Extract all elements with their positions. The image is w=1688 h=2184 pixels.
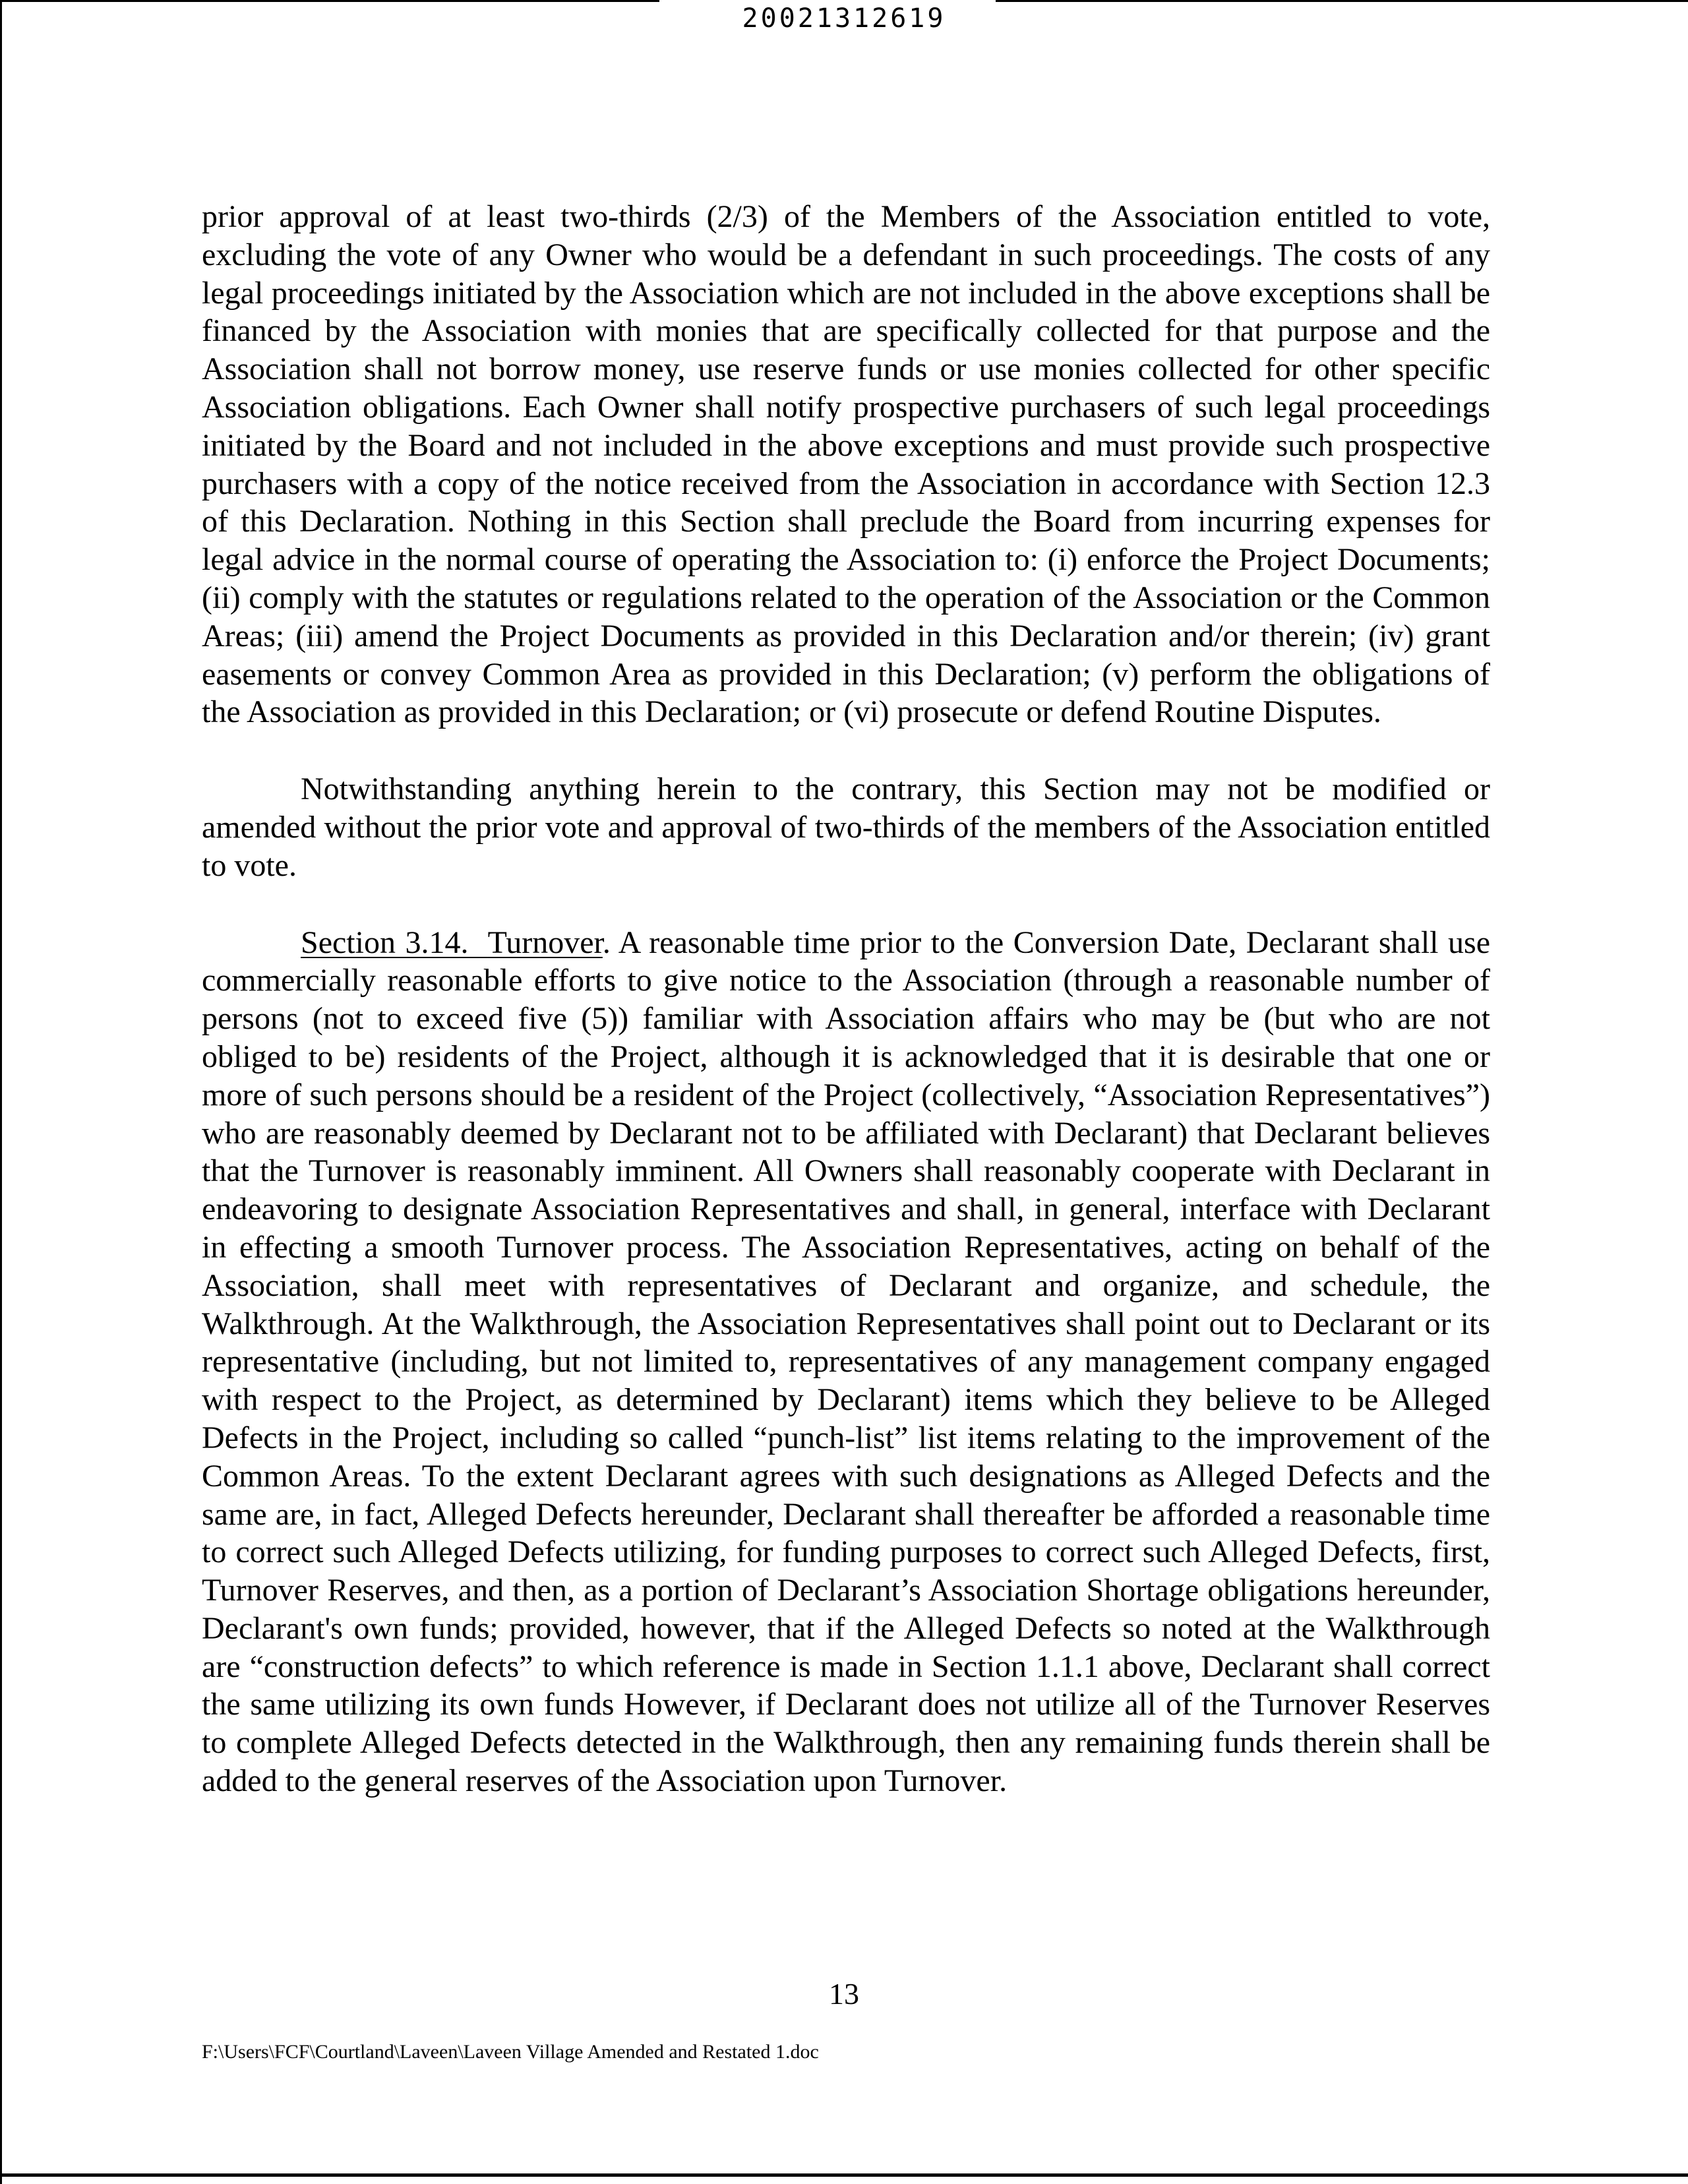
document-body (202, 198, 1490, 1800)
document-number: 20021312619 (742, 3, 946, 34)
border-top-left-rule (0, 0, 659, 2)
section-title: Turnover (487, 925, 603, 960)
paragraph-notwithstanding: Notwithstanding anything herein to the contrary, this Section may not be modified or amended without the prior vote and approval of two-thirds of the members of the Association entitled to vote. (202, 772, 1490, 883)
section-3-14-text: . A reasonable time prior to the Conversion Date, Declarant shall use commercially reasonable efforts to give notice to the Association (through a reasonable number of persons (not to exceed five (5)) familiar with Association affairs who may be (but who are not obliged to be) residents of the Project, although it is acknowledged that it is desirable that one or more of such persons should be a resident of the Project (collectively, “Association Representatives”) who are reasonably deemed by Declarant not to be affiliated with Declarant) that Declarant believes that the Turnover is reasonably imminent. All Owners shall reasonably cooperate with Declarant in endeavoring to designate Association Representatives and shall, in general, interface with Declarant in effecting a smooth Turnover process. The Association Representatives, acting on behalf of the Association, shall meet with representatives of Declarant and organize, and schedule, the Walkthrough. At the Walkthrough, the Association Representatives shall point out to Declarant or its representative (including, but not limited to, representatives of any management company engaged with respect to the Project, as determined by Declarant) items which they believe to be Alleged Defects in the Project, including so called “punch-list” list items relating to the improvement of the Common Areas. To the extent Declarant agrees with such designations as Alleged Defects and the same are, in fact, Alleged Defects hereunder, Declarant shall thereafter be afforded a reasonable time to correct such Alleged Defects utilizing, for funding purposes to correct such Alleged Defects, first, Turnover Reserves, and then, as a portion of Declarant’s Association Shortage obligations hereunder, Declarant's own funds; provided, however, that if the Alleged Defects so noted at the Walkthrough are “construction defects” to which reference is made in Section 1.1.1 above, Declarant shall correct the same utilizing its own funds However, if Declarant does not utilize all of the Turnover Reserves to complete Alleged Defects detected in the Walkthrough, then any remaining funds therein shall be added to the general reserves of the Association upon Turnover. (202, 925, 1491, 1799)
section-number: Section 3.14. (301, 925, 469, 960)
section-title-spacer (469, 925, 488, 960)
footer-file-path: F:\Users\FCF\Courtland\Laveen\Laveen Village Amended and Restated 1.doc (202, 2041, 819, 2063)
border-top-right-rule (996, 0, 1688, 2)
paragraph-section-3-14 (202, 924, 1490, 1800)
border-bottom-rule (0, 2173, 1688, 2177)
border-left-rule (0, 0, 2, 2184)
paragraph-legal-proceedings: prior approval of at least two-thirds (2/3) of the Members of the Association entitled to vote, excluding the vote of any Owner who would be a defendant in such proceedings. The costs of any legal proceedings initiated by the Association which are not included in the above exceptions shall be financed by the Association with monies that are specifically collected for that purpose and the Association shall not borrow money, use reserve funds or use monies collected for other specific Association obligations. Each Owner shall notify prospective purchasers of such legal proceedings initiated by the Board and not included in the above exceptions and must provide such prospective purchasers with a copy of the notice received from the Association in accordance with Section 12.3 of this Declaration. Nothing in this Section shall preclude the Board from incurring expenses for legal advice in the normal course of operating the Association to: (i) enforce the Project Documents; (ii) comply with the statutes or regulations related to the operation of the Association or the Common Areas; (iii) amend the Project Documents as provided in this Declaration and/or therein; (iv) grant easements or convey Common Area as provided in this Declaration; (v) perform the obligations of the Association as provided in this Declaration; or (vi) prosecute or defend Routine Disputes. (202, 199, 1490, 730)
page-number: 13 (829, 1977, 859, 2011)
